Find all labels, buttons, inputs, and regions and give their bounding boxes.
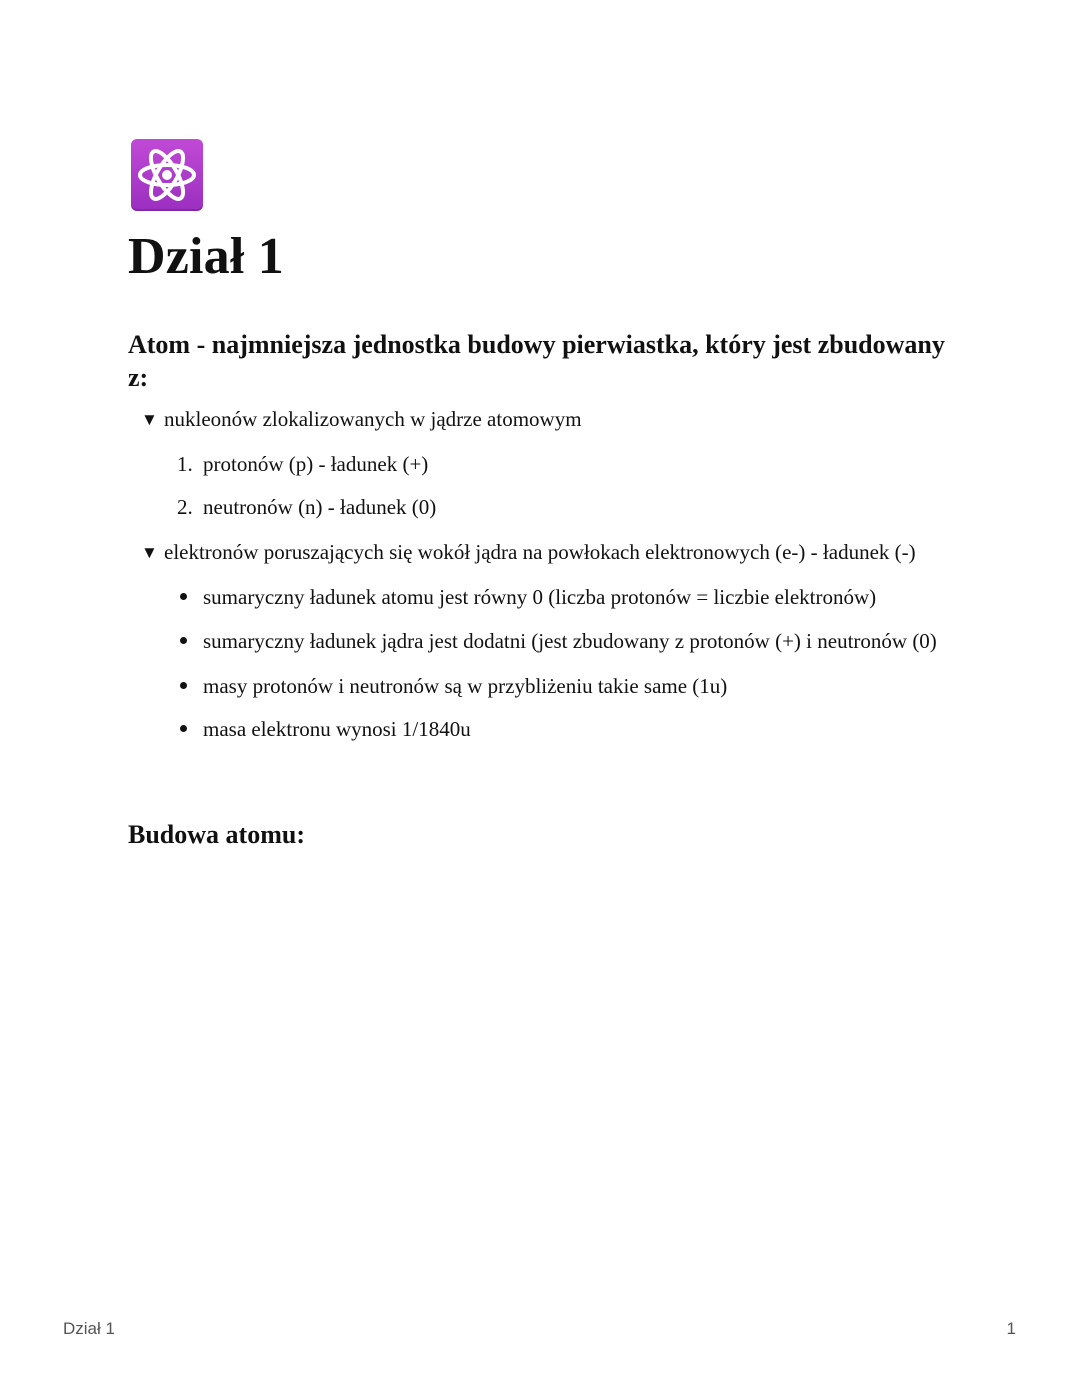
bullet-list-item — [177, 715, 471, 743]
toggle-item-nucleons[interactable] — [141, 405, 582, 434]
toggle-label: nukleonów zlokalizowanych w jądrze atomowym — [164, 407, 582, 431]
list-item-text: masy protonów i neutronów są w przybliżeniu takie same (1u) — [203, 674, 728, 698]
bullet-list-item — [177, 672, 727, 700]
bullet-icon — [180, 637, 187, 644]
toggle-arrow-icon[interactable]: ▼ — [141, 410, 158, 429]
section-heading-atom-structure: Budowa atomu: — [128, 820, 305, 849]
list-item-text: protonów (p) - ładunek (+) — [203, 452, 429, 476]
list-number: 1. — [177, 452, 193, 476]
toggle-arrow-icon[interactable]: ▼ — [141, 543, 158, 562]
toggle-label: elektronów poruszających się wokół jądra na powłokach elektronowych (e-) - ładunek (-) — [164, 540, 916, 564]
bullet-icon — [180, 725, 187, 732]
list-item-text: masa elektronu wynosi 1/1840u — [203, 717, 471, 741]
page-number: 1 — [1006, 1319, 1016, 1338]
list-item-text: sumaryczny ładunek jądra jest dodatni (jest zbudowany z protonów (+) i neutronów (0) — [203, 629, 937, 653]
bullet-list-item — [177, 583, 876, 611]
bullet-icon — [180, 682, 187, 689]
footer-title: Dział 1 — [63, 1319, 115, 1338]
numbered-list-item — [177, 450, 428, 478]
toggle-item-electrons[interactable] — [141, 538, 916, 567]
atom-symbol-icon — [131, 139, 203, 211]
page-title: Dział 1 — [128, 228, 284, 285]
section-heading-atom: Atom - najmniejsza jednostka budowy pierwiastka, który jest zbudowany z: — [128, 330, 945, 392]
numbered-list-item — [177, 493, 436, 521]
bullet-list-item — [177, 627, 937, 655]
list-number: 2. — [177, 495, 193, 519]
bullet-icon — [180, 593, 187, 600]
atom-glyph — [131, 139, 203, 211]
list-item-text: sumaryczny ładunek atomu jest równy 0 (liczba protonów = liczbie elektronów) — [203, 585, 877, 609]
list-item-text: neutronów (n) - ładunek (0) — [203, 495, 437, 519]
